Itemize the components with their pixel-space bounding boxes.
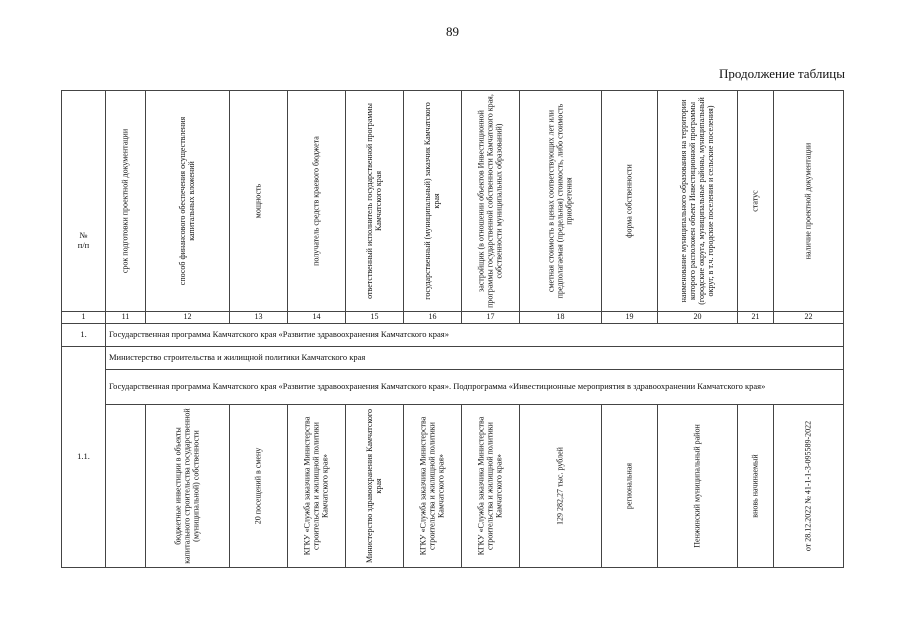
table-row	[62, 347, 844, 370]
header-cell: сметная стоимость в ценах соответствующих лет или предполагаемая (предельная) стоимость, либо стоимость приобретения	[520, 91, 602, 312]
row-number: 1.1.	[62, 347, 106, 568]
col-number: 12	[146, 312, 230, 324]
data-cell: 20 посещений в смену	[230, 405, 288, 568]
col-number: 21	[738, 312, 774, 324]
page-number: 89	[446, 24, 459, 39]
header-cell: статус	[738, 91, 774, 312]
data-cell: бюджетные инвестиции в объекты капитального строительства государственной (муниципальной) собственности	[146, 405, 230, 568]
col-number: 14	[288, 312, 346, 324]
data-cell: КГКУ «Служба заказчика Министерства строительства и жилищной политики Камчатского края»	[462, 405, 520, 568]
subprogram-title: Государственная программа Камчатского края «Развитие здравоохранения Камчатского края». Подпрограмма «Инвестиционные мероприятия в здравоохранении Камчатского края»	[106, 370, 844, 405]
table-continuation-label: Продолжение таблицы	[719, 66, 845, 81]
data-cell: Министерство здравоохранения Камчатского края	[346, 405, 404, 568]
col-number: 11	[106, 312, 146, 324]
data-cell: Пенжинский муниципальный район	[658, 405, 738, 568]
header-cell: форма собственности	[602, 91, 658, 312]
table-row	[62, 405, 844, 568]
col-number: 13	[230, 312, 288, 324]
col-number: 19	[602, 312, 658, 324]
ministry-title: Министерство строительства и жилищной политики Камчатского края	[106, 347, 844, 370]
data-cell: КГКУ «Служба заказчика Министерства строительства и жилищной политики Камчатского края»	[288, 405, 346, 568]
table-row	[62, 324, 844, 347]
header-cell: срок подготовки проектной документации	[106, 91, 146, 312]
table-row	[62, 370, 844, 405]
column-number-row	[62, 312, 844, 324]
col-number: 17	[462, 312, 520, 324]
program-title: Государственная программа Камчатского края «Развитие здравоохранения Камчатского края»	[106, 324, 844, 347]
header-cell: наименование муниципального образования на территории которого расположен объект Инвестиционной программы (городские округа, муниципальные районы, муниципальный округ, в т.ч. городские поселения и сельские поселения)	[658, 91, 738, 312]
data-cell: вновь начинаемый	[738, 405, 774, 568]
data-cell: от 28.12.2022 № 41-1-1-3-095589-2022	[774, 405, 844, 568]
col-number: 1	[62, 312, 106, 324]
col-number: 20	[658, 312, 738, 324]
header-cell: ответственный исполнитель государственной программы Камчатского края	[346, 91, 404, 312]
header-cell: мощность	[230, 91, 288, 312]
data-cell: 129 282,27 тыс. рублей	[520, 405, 602, 568]
header-cell: наличие проектной документации	[774, 91, 844, 312]
data-cell: КГКУ «Служба заказчика Министерства строительства и жилищной политики Камчатского края»	[404, 405, 462, 568]
header-cell: получатель средств краевого бюджета	[288, 91, 346, 312]
data-cell	[106, 405, 146, 568]
header-cell: № п/п	[62, 91, 106, 312]
header-cell: способ финансового обеспечения осуществления капитальных вложений	[146, 91, 230, 312]
investment-table	[61, 90, 844, 568]
col-number: 16	[404, 312, 462, 324]
header-cell: государственный (муниципальный) заказчик Камчатского края	[404, 91, 462, 312]
header-cell: застройщик (в отношении объектов Инвестиционной программы государственной собственности Камчатского края, собственности муниципальных образований)	[462, 91, 520, 312]
row-number: 1.	[62, 324, 106, 347]
col-number: 18	[520, 312, 602, 324]
header-row	[62, 91, 844, 312]
col-number: 15	[346, 312, 404, 324]
data-cell: региональная	[602, 405, 658, 568]
col-number: 22	[774, 312, 844, 324]
